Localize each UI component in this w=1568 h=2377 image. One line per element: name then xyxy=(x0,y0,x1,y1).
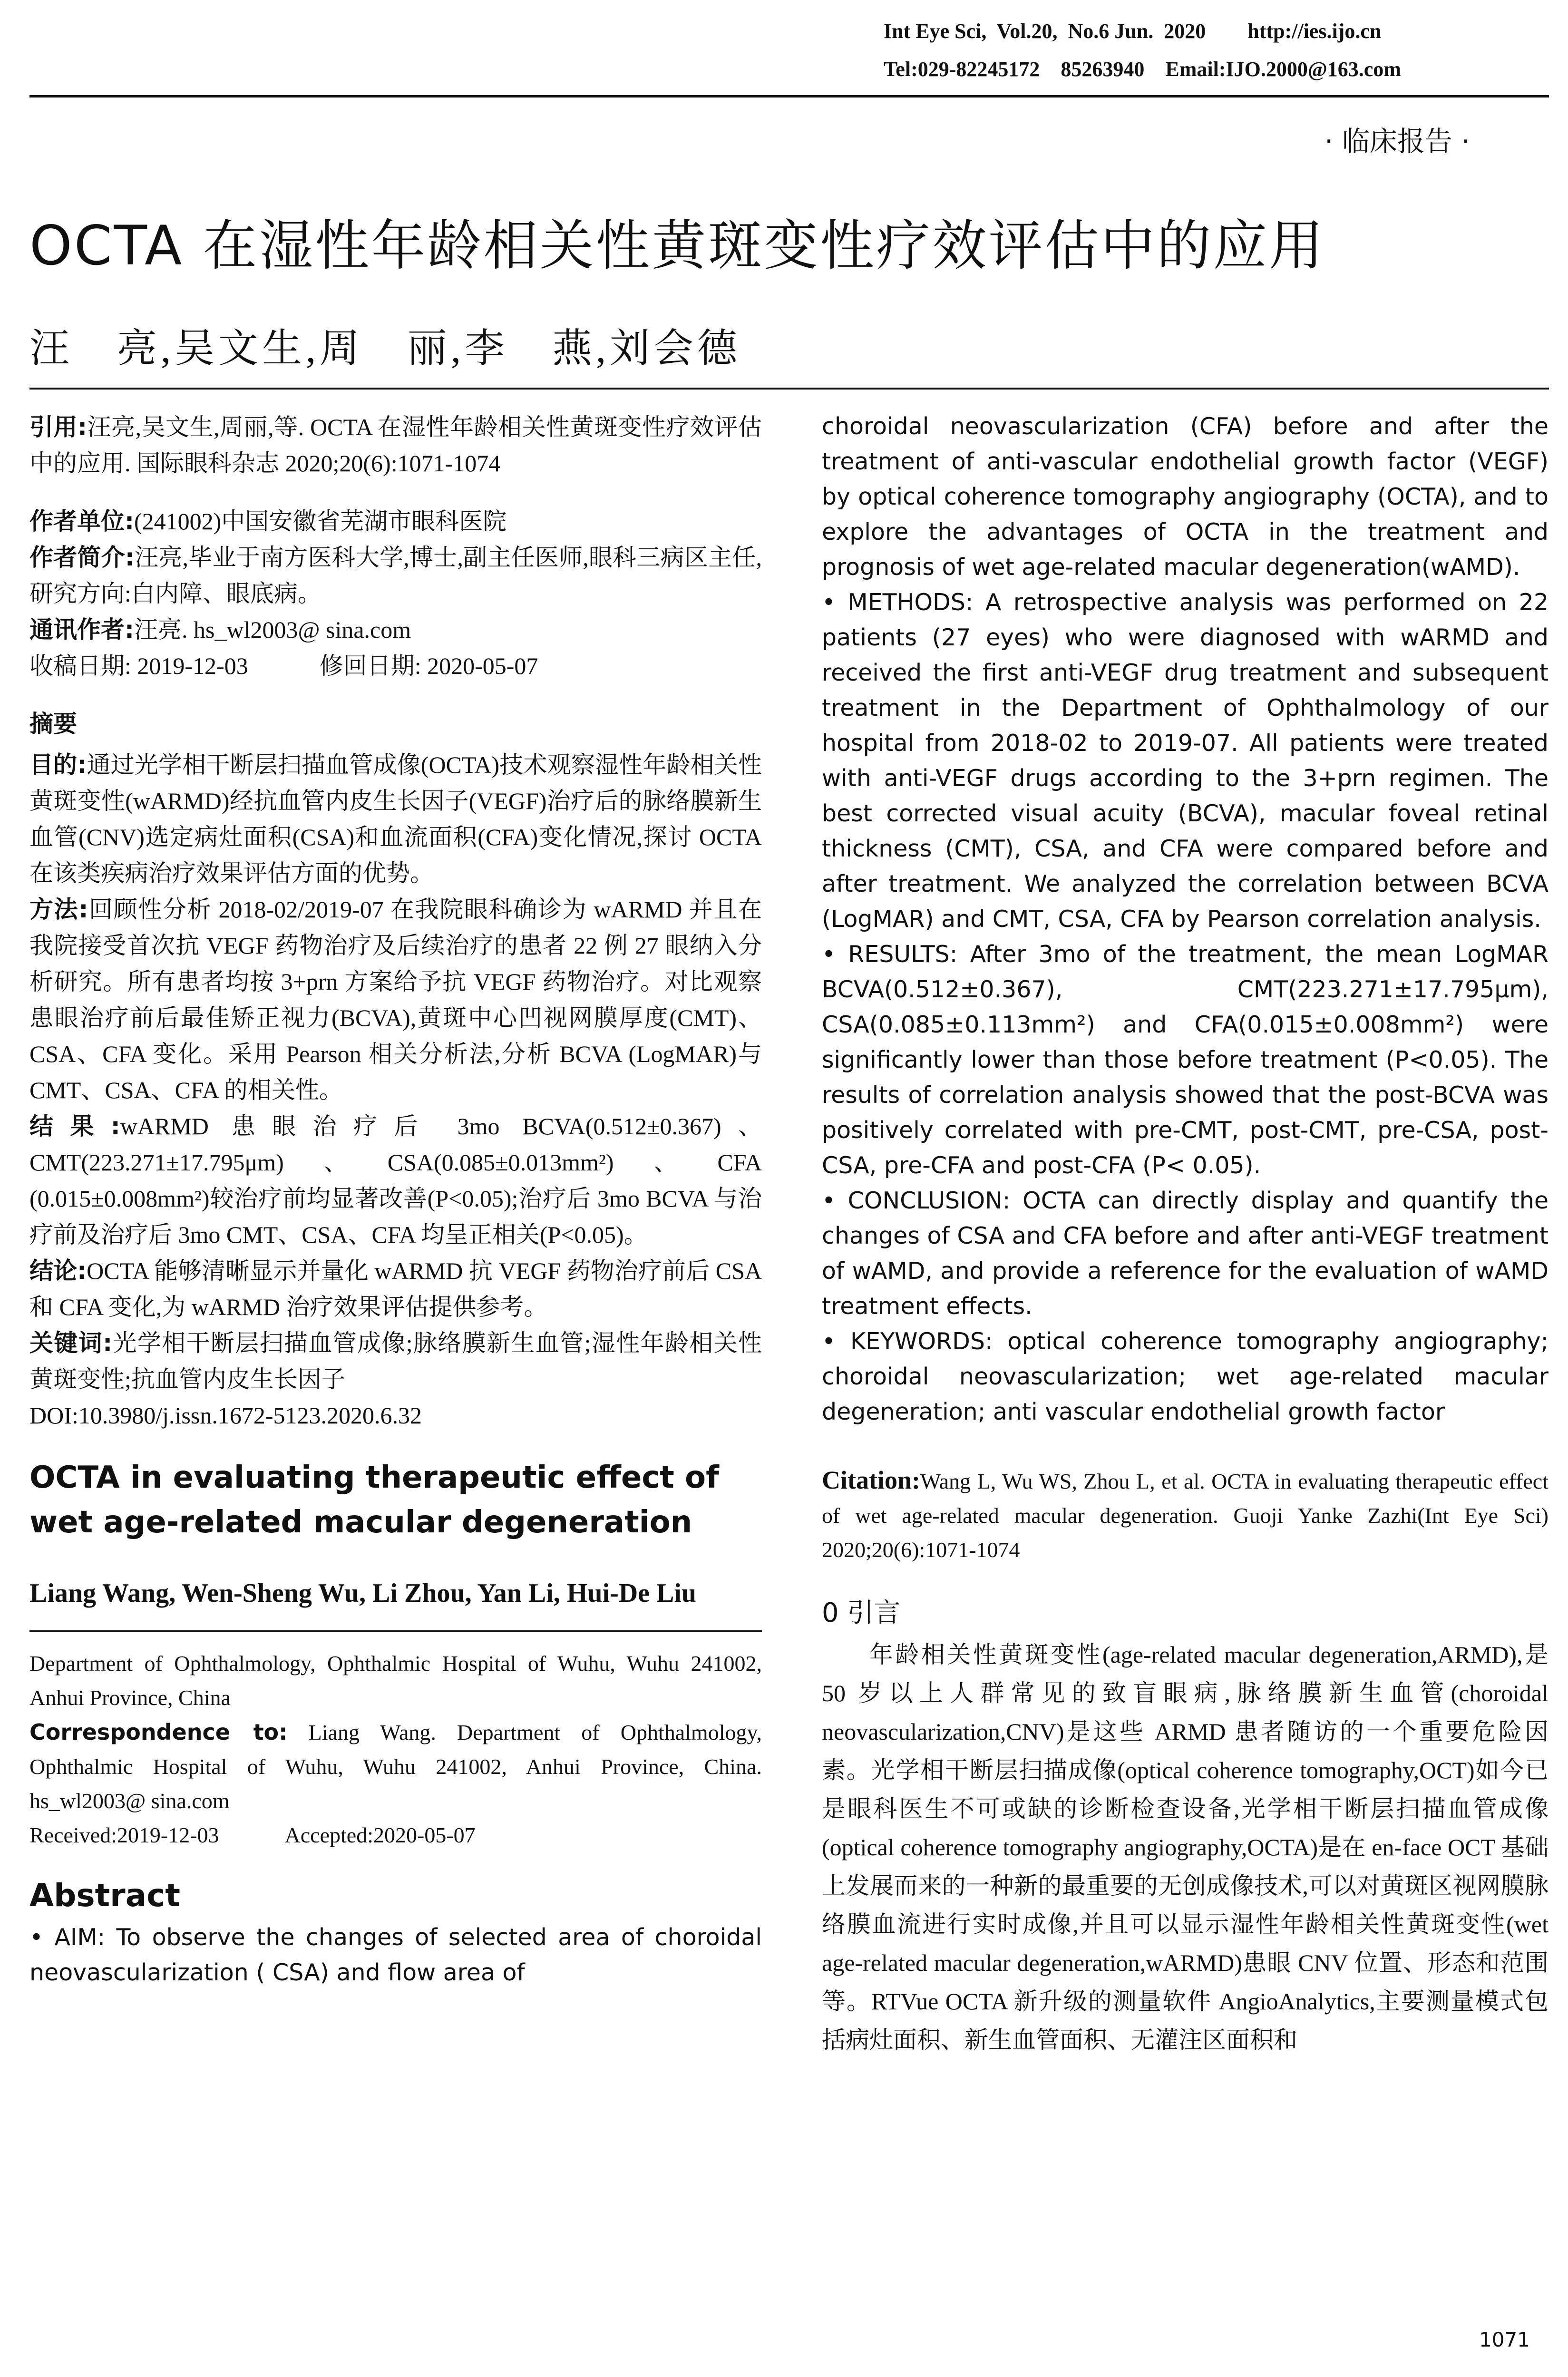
abstract-en-heading: Abstract xyxy=(29,1877,180,1914)
aim-en-cont: choroidal neovascularization (CFA) before and after the treatment of anti-vascular endothelial growth factor (VEGF) by optical coherence tomography angiography (OCTA), and to explore the advantages of OCTA in the treatment and prognosis of wet age-related macular degeneration(wAMD). xyxy=(822,413,1549,581)
results-en: • RESULTS: After 3mo of the treatment, the mean LogMAR BCVA(0.512±0.367), CMT(223.271±17.795μm), CSA(0.085±0.113mm²) and CFA(0.015±0.008mm²) were significantly lower than those before treatment (P<0.05). The results of correlation analysis showed that the post-BCVA was positively correlated with pre-CMT, post-CMT, pre-CSA, post-CSA, pre-CFA and post-CFA (P< 0.05). xyxy=(822,941,1549,1179)
title-en: OCTA in evaluating therapeutic effect of wet age-related macular degeneration xyxy=(29,1460,719,1540)
intro-heading: 0 引言 xyxy=(822,1598,901,1628)
abstract-cn: 摘要 目的:通过光学相干断层扫描血管成像(OCTA)技术观察湿性年龄相关性黄斑变性(wARMD)经抗血管内皮生长因子(VEGF)治疗后的脉络膜新生血管(CNV)选定病灶面积(CSA)和血流面积(CFA)变化情况,探讨 OCTA 在该类疾病治疗效果评估方面的优势。 方法:回顾性分析 2018-02/2019-07 在我院眼科确诊为 wARMD 并且在我院接受首次抗 VEGF 药物治疗及后续治疗的患者 22 例 27 眼纳入分析研究。所有患者均按 3+prn 方案给予抗 VEGF 药物治疗。对比观察患眼治疗前后最佳矫正视力(BCVA),黄斑中心凹视网膜厚度(CMT)、CSA、CFA 变化。采用 Pearson 相关分析法,分析 BCVA (LogMAR)与 CMT、CSA、CFA 的相关性。 结果:wARMD 患眼治疗后 3mo BCVA(0.512±0.367)、CMT(223.271±17.795μm)、CSA(0.085±0.013mm²)、CFA (0.015±0.008mm²)较治疗前均显著改善(P<0.05);治疗后 3mo BCVA 与治疗前及治疗后 3mo CMT、CSA、CFA 均呈正相关(P<0.05)。 结论:OCTA 能够清晰显示并量化 wARMD 抗 VEGF 药物治疗前后 CSA 和 CFA 变化,为 wARMD 治疗效果评估提供参考。 关键词:光学相干断层扫描血管成像;脉络膜新生血管;湿性年龄相关性黄斑变性;抗血管内皮生长因子 DOI:10.3980/j.issn.1672-5123.2020.6.32 xyxy=(29,706,762,1433)
right-column xyxy=(822,409,1549,2059)
author-info: 作者单位:(241002)中国安徽省芜湖市眼科医院 作者简介:汪亮,毕业于南方医科大学,博士,副主任医师,眼科三病区主任,研究方向:白内障、眼底病。 通讯作者:汪亮. hs_wl2003@ sina.com 收稿日期: 2019-12-03 修回日期: 2020-05-07 xyxy=(29,503,762,684)
left-column xyxy=(29,409,762,1990)
received-dates-cn: 收稿日期: 2019-12-03 修回日期: 2020-05-07 xyxy=(29,653,538,679)
title-rule xyxy=(29,388,1549,390)
methods-en: • METHODS: A retrospective analysis was performed on 22 patients (27 eyes) who were diagnosed with wARMD and received the first anti-VEGF drug treatment and subsequent treatment in the Department of Ophthalmology of our hospital from 2018-02 to 2019-07. All patients were treated with anti-VEGF drugs according to the 3+prn regimen. The best corrected visual acuity (BCVA), macular foveal retinal thickness (CMT), CSA, and CFA were compared before and after treatment. We analyzed the correlation between BCVA (LogMAR) and CMT, CSA, CFA by Pearson correlation analysis. xyxy=(822,589,1549,933)
journal-info-line: Int Eye Sci, Vol.20, No.6 Jun. 2020 http://ies.ijo.cn xyxy=(884,19,1382,43)
section-tag: · 临床报告 · xyxy=(1325,125,1470,157)
doi: DOI:10.3980/j.issn.1672-5123.2020.6.32 xyxy=(29,1402,422,1429)
authors-cn: 汪 亮,吴文生,周 丽,李 燕,刘会德 xyxy=(29,327,741,371)
journal-contact-line: Tel:029-82245172 85263940 Email:IJO.2000@163.com xyxy=(884,58,1401,81)
citation-cn: 引用:汪亮,吴文生,周丽,等. OCTA 在湿性年龄相关性黄斑变性疗效评估中的应用. 国际眼科杂志 2020;20(6):1071-1074 xyxy=(29,413,762,477)
abstract-heading-cn: 摘要 xyxy=(29,710,77,738)
header-rule xyxy=(29,95,1549,97)
authors-en: Liang Wang, Wen-Sheng Wu, Li Zhou, Yan Li, Hui-De Liu xyxy=(29,1573,762,1632)
paper-title-cn: OCTA 在湿性年龄相关性黄斑变性疗效评估中的应用 xyxy=(29,214,1325,277)
intro-text: 年龄相关性黄斑变性(age-related macular degeneration,ARMD),是 50 岁以上人群常见的致盲眼病,脉络膜新生血管(choroidal neovascularization,CNV)是这些 ARMD 患者随访的一个重要危险因素。光学相干断层扫描成像(optical coherence tomography,OCT)如今已是眼科医生不可或缺的诊断检查设备,光学相干断层扫描血管成像(optical coherence tomography angiography,OCTA)是在 en-face OCT 基础上发展而来的一种新的最重要的无创成像技术,可以对黄斑区视网膜脉络膜血流进行实时成像,并且可以显示湿性年龄相关性黄斑变性(wet age-related macular degeneration,wARMD)患眼 CNV 位置、形态和范围等。RTVue OCTA 新升级的测量软件 AngioAnalytics,主要测量模式包括病灶面积、新生血管面积、无灌注区面积和 xyxy=(822,1641,1549,2053)
received-dates-en: Received:2019-12-03 Accepted:2020-05-07 xyxy=(29,1823,476,1847)
conclusion-en: • CONCLUSION: OCTA can directly display and quantify the changes of CSA and CFA before and after anti-VEGF treatment of wAMD, and provide a reference for the evaluation of wAMD treatment effects. xyxy=(822,1187,1549,1320)
page-number: 1071 xyxy=(1479,2328,1530,2351)
citation-en: Citation:Wang L, Wu WS, Zhou L, et al. OCTA in evaluating therapeutic effect of wet age-related macular degeneration. Guoji Yanke Zazhi(Int Eye Sci) 2020;20(6):1071-1074 xyxy=(822,1466,1549,1562)
department-en: Department of Ophthalmology, Ophthalmic Hospital of Wuhu, Wuhu 241002, Anhui Province, China Correspondence to: Liang Wang. Department of Ophthalmology, Ophthalmic Hospital of Wuhu, Wuhu 241002, Anhui Province, China. hs_wl2003@ sina.com Received:2019-12-03 Accepted:2020-05-07 xyxy=(29,1646,762,1852)
keywords-en: • KEYWORDS: optical coherence tomography angiography; choroidal neovascularization; wet age-related macular degeneration; anti vascular endothelial growth factor xyxy=(822,1328,1549,1425)
aim-en-start: • AIM: To observe the changes of selected area of choroidal neovascularization ( CSA) and flow area of xyxy=(29,1924,762,1986)
